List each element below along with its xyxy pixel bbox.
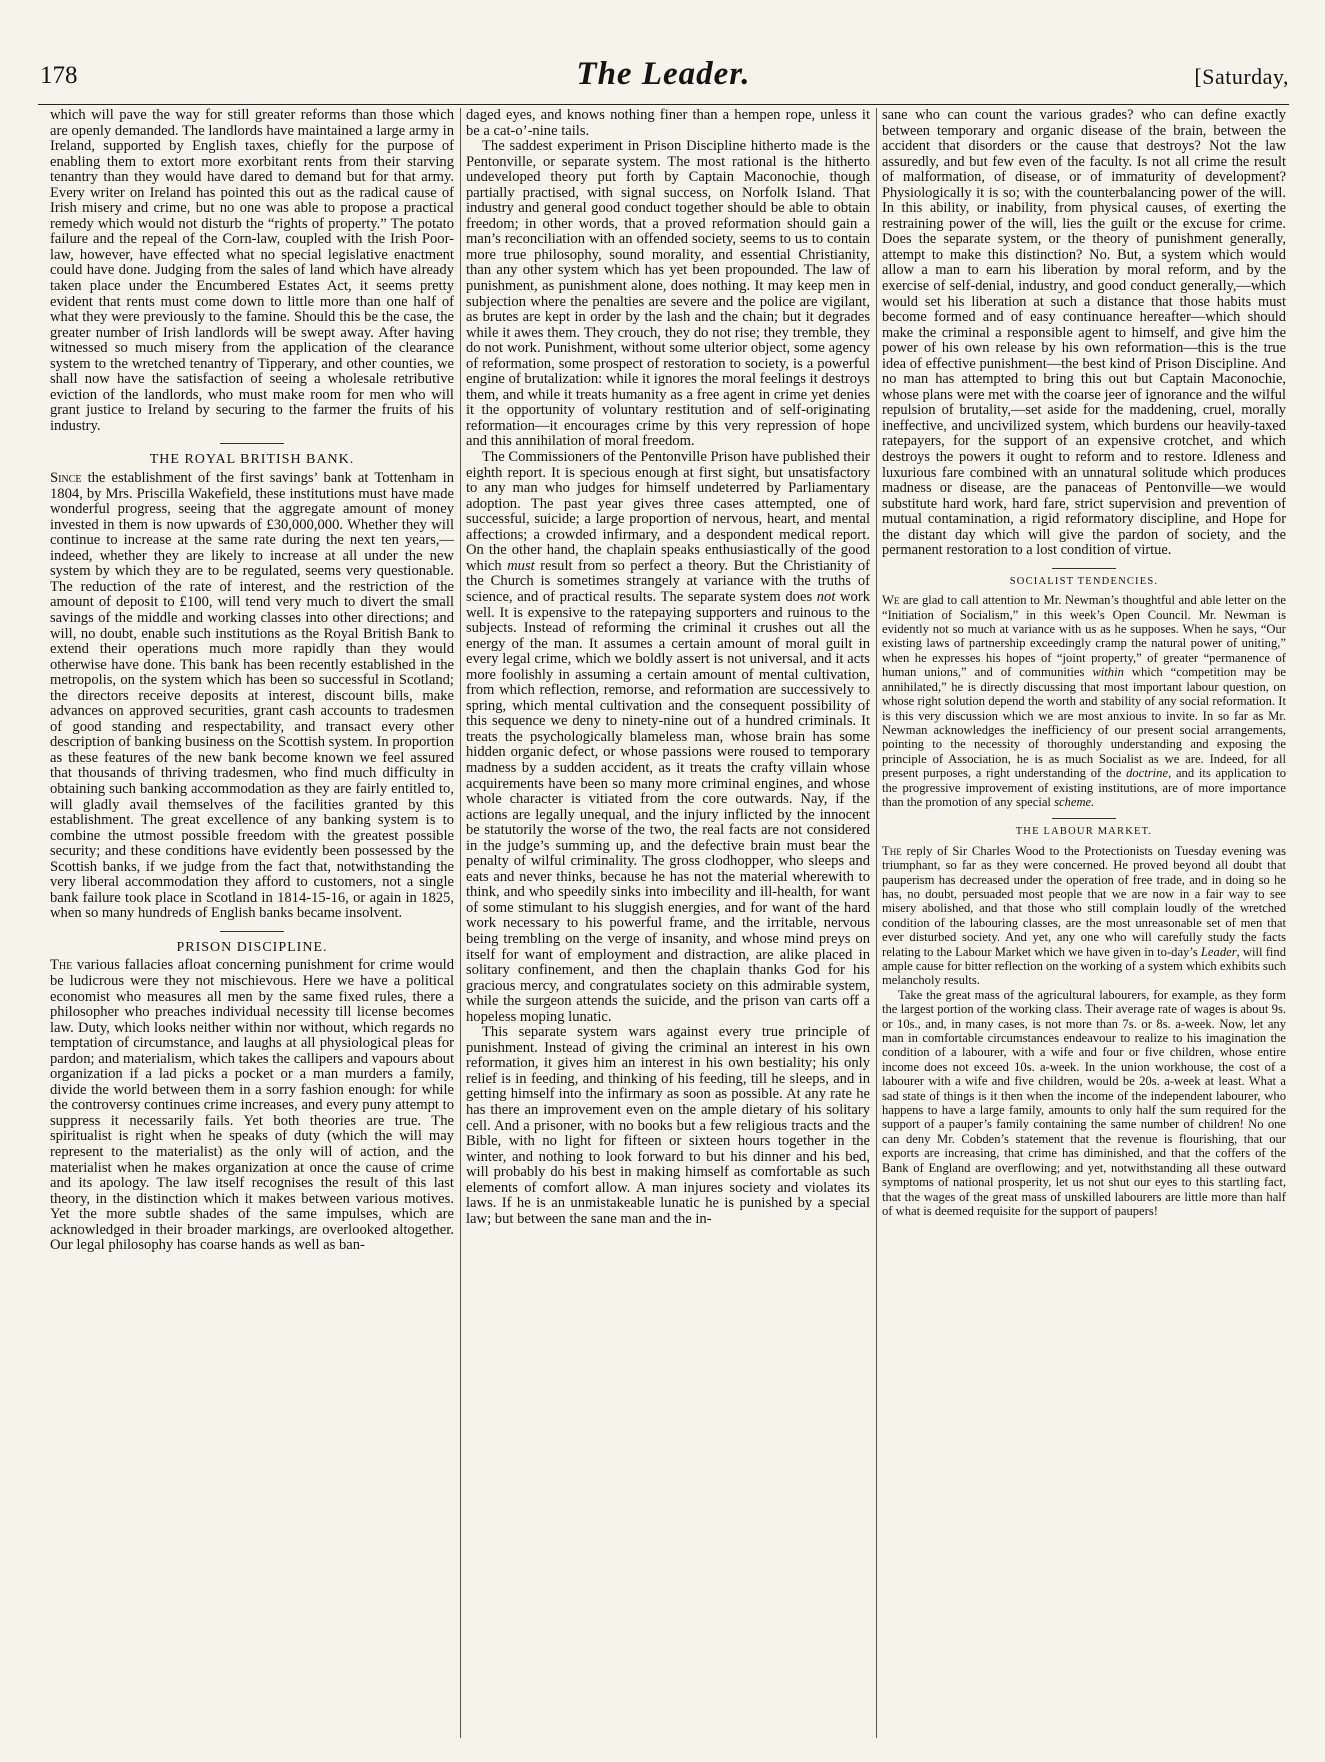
column-rule — [460, 108, 461, 1738]
column-1 — [50, 108, 454, 1738]
column-3 — [882, 108, 1286, 1738]
bank-text: the establishment of the first savings’ bank at Tottenham in 1804, by Mrs. Priscilla Wakefield, these institutions must have made wonderful progress, seeing that the aggregate amount of money invested in them is now upwards of £30,000,000. Whether they will continue to increase at the same rate during the next ten years,—indeed, whether they are likely to increase at all under the new system by which they are to be regulated, seems very questionable. The reduction of the rate of interest, and the restriction of the amount of deposit to £100, will tend very much to divert the small savings of the middle and working classes into other directions; and will, no doubt, enable such institutions as the Royal British Bank to extend their operations much more rapidly than they would otherwise have done. This bank has been recently established in the metropolis, on the system which has been so successful in Scotland; the directors receive deposits at interest, discount bills, make advances on approved securities, grant cash accounts to tradesmen of good standing and respectability, and transact every other description of banking business on the Scottish system. In proportion as these features of the new bank become known we feel assured that thousands of thriving tradesmen, who find much difficulty in obtaining such banking accommodation as they are fairly entitled to, will gladly avail themselves of the facilities granted by this establishment. The great excellence of any banking system is to combine the utmost possible freedom with the greatest possible security; and these conditions have evidently been possessed by the Scottish banks, if we judge from the fact that, notwithstanding the very liberal accommodation they afford to customers, not a single bank failure took place in Scotland in 1814-15-16, or again in 1825, when so many hundreds of English banks became insolvent. — [50, 470, 454, 922]
lead-word: We — [882, 593, 900, 608]
page-number: 178 — [40, 62, 78, 89]
divider — [1052, 568, 1116, 569]
heading-socialist-tendencies: SOCIALIST TENDENCIES. — [1009, 575, 1159, 587]
text-run: work well. It is expensive to the ratepaying supporters and ruinous to the subjects. Instead of reforming the criminal it crushes out all the energy of the man. It assumes a certain amount of moral guilt in every legal crime, which we boldly assert is not universal, and it acts more foolishly in assuming a certain amount of mental cultivation, from which reflection, remorse, and reformation are successively to spring, which mental cultivation and the consequent possibility of this sequence we deny to ninety-nine out of a hundred criminals. It treats the psychologically blameless man, whose brain has some hidden organic defect, or whose passions were roused to temporary madness by a sudden accident, as it treats the crafty villain whose acquirements have been so many more criminal engines, and whose whole character is vitiated from the core outwards. Nay, if the actions are legally unequal, and the injury inflicted by the innocent be statutorily the worse of the two, the real facts are not considered in the judge’s summing up, and the defective brain must bear the penalty of wilful criminality. The gross clodhopper, who sleeps and eats and never thinks, because he has not the material wherewith to think, and who speedily sinks into imbecility and ill-health, for want of some stimulant to his sluggish energies, and for want of the hard work necessary to his powerful frame, and the irritable, nervous being trembling on the verge of insanity, and whose mind preys on itself for want of employment and distraction, are alike placed in solitary confinement, and then the chaplain thanks God for his gracious mercy, and congratulates society on this admirable system, while the surgeon attends the suicide, and the prison van carts off a hopeless moping lunatic. — [466, 588, 870, 1025]
page-header — [38, 56, 1289, 105]
section-socialist-tendencies — [882, 575, 1286, 810]
paragraph-saddest-experiment: The saddest experiment in Prison Discipline hitherto made is the Pentonville, or separate system. The most rational is the hitherto undeveloped theory put forth by Captain Maconochie, though partially practised, with signal success, on Norfolk Island. That industry and general good conduct together should be able to obtain freedom; in other words, that a proved reformation should gain a man’s reconciliation with an offended society, seems to us to contain more true philosophy, sound morality, and essential Christianity, than any other system which has yet been propounded. The law of punishment, as punishment alone, does nothing. It may keep men in subjection where the penalties are severe and the police are vigilant, as brutes are kept in order by the lash and the chain; but it degrades while it awes them. They crouch, they do not rise; they tremble, they do not work. Punishment, without some ulterior object, some agency of reformation, some prospect of restoration to society, is a powerful engine of brutalization: while it ignores the moral feelings it destroys them, and while it treats humanity as a free agent in crime yet denies it the opportunity of voluntary restitution and of self-originating reformation—it encourages crime by this very repression of hope and this annihilation of moral freedom. — [466, 138, 870, 450]
lead-word: The — [50, 957, 73, 974]
emphasis: not — [816, 588, 836, 605]
heading-prison-discipline: PRISON DISCIPLINE. — [176, 939, 328, 955]
text-run: which “competition may be annihilated,” he is directly discussing that most important labour question, on whose right solution depend the worth and stability of any social reformation. It is this very discussion which we are most anxious to invite. In so far as Mr. Newman acknowledges the inefficiency of our present social arrangements, pointing to the necessity of thoroughly understanding and exposing the principle of Association, he is as much Socialist as we are. Indeed, for all present purposes, a right understanding of the — [882, 665, 1286, 781]
paragraph-labour-wages: Take the great mass of the agricultural labourers, for example, as they form the largest portion of the working class. Their average rate of wages is about 9s. or 10s., and, in many cases, is not more than 7s. or 8s. a-week. Now, let any man in comfortable circumstances endeavour to realize to his imagination the condition of a labourer, with a wife and four or five children, whose entire income does not exceed 10s. a-week. In the union workhouse, the cost of a labourer with a wife and five children, would be 20s. a-week at least. What a sad state of things is it then when the income of the independent labourer, who happens to have a large family, amounts to only half the sum required for the support of a pauper’s family containing the same number of children! No one can deny Mr. Cobden’s statement that the revenue is flourishing, that our exports are increasing, that crime has diminished, and that the coffers of the Bank of England are overflowing; and yet, notwithstanding all these outward symptoms of national prosperity, let us not shut our eyes to this startling fact, that the wages of the great mass of unskilled labourers are little more than half of what is deemed requisite for the support of paupers! — [882, 987, 1286, 1218]
column-rule — [876, 108, 877, 1738]
text-run: , and its application to the progressive improvement of existing institutions, are of more importance than the promotion of any special — [882, 766, 1286, 809]
text-run: are glad to call attention to Mr. Newman’s thoughtful and able letter on the “Initiation of Socialism,” in this week’s Open Council. Mr. Newman is evidently not so much at variance with us as he supposes. When he says, “Our existing laws of partnership exceedingly cramp the natural power of uniting,” when he expresses his hopes of “joint property,” of greater “permanence of human unions,” and of communities — [882, 593, 1286, 680]
heading-royal-british-bank: THE ROYAL BRITISH BANK. — [149, 452, 355, 468]
divider — [220, 443, 284, 444]
emphasis: scheme. — [1054, 794, 1095, 809]
divider — [1052, 818, 1116, 819]
emphasis: Leader — [1200, 944, 1237, 959]
emphasis: within — [1092, 665, 1124, 680]
paragraph-labour — [882, 844, 1286, 988]
paragraph-continuation: daged eyes, and knows nothing finer than a hempen rope, unless it be a cat-o’-nine tails. — [466, 108, 870, 139]
masthead: The Leader. — [576, 56, 751, 92]
header-day: [Saturday, — [1194, 64, 1289, 89]
paragraph-bank — [50, 471, 454, 922]
prison-text: various fallacies afloat concerning punishment for crime would be ludicrous were they not mischievous. Here we have a political economist who measures all men by the same fixed rules, there a philosopher who preaches individual necessity till license becomes law. Duty, which looks neither within nor without, which regards no temptation of circumstance, and laughs at all physiological pleas for pardon; and materialism, which takes the callipers and vapours about organization if a lad picks a pocket or a man murders a family, divide the world between them in a sorry fashion enough: for while the controversy continues crime increases, and every puny attempt to suppress it necessarily fails. Yet both theories are true. The spiritualist is right when he speaks of duty (which the will may represent to the materialist) as the only will of action, and the materialist when he makes organization at once the cause of crime and its apology. The law itself recognises the result of this last theory, in the distinction which it makes between various motives. Yet the more subtle shades of the same impulses, which are acknowledged in their broader markings, are overlooked altogether. Our legal philosophy has coarse hands as well as ban- — [50, 957, 454, 1254]
lead-word: Since — [50, 470, 82, 487]
divider — [220, 931, 284, 932]
section-labour-market — [882, 825, 1286, 1218]
text-run: The Commissioners of the Pentonville Prison have published their eighth report. It is specious enough at first sight, but unsatisfactory to any man who judges for himself undeterred by Parliamentary adoption. The past year gives three cases attempted, one of successful, suicide; a large proportion of nervous, heart, and mental affections; a crowded infirmary, and a despondent medical report. On the other hand, the chaplain speaks enthusiastically of the good which — [466, 449, 870, 574]
paragraph-socialist — [882, 593, 1286, 809]
text-run: , will find ample cause for bitter reflection on the working of a system which exhibits such melancholy results. — [882, 944, 1286, 988]
emphasis: must — [507, 557, 535, 574]
heading-labour-market: THE LABOUR MARKET. — [1015, 826, 1153, 838]
paragraph-separate-system: This separate system wars against every true principle of punishment. Instead of giving the criminal an interest in his own reformation, it gives him an interest in his own bestiality; his only relief is in feeding, and thinking of his feeding, till he sleeps, and in getting himself into the infirmary as soon as possible. At any rate he has there an improvement even on the ample dietary of his solitary cell. And a prisoner, with no books but a few religious tracts and the Bible, with no light for fifteen or sixteen hours together in the winter, and nothing to look forward to but his dinner and his bed, will probably do his best in making himself as comfortable as such elements of comfort allow. A man injures society and violates its laws. If he is an unmistakeable lunatic he is punished by a special law; but between the sane man and the in- — [466, 1024, 870, 1227]
column-2 — [466, 108, 870, 1738]
lead-word: The — [882, 843, 902, 858]
text-run: reply of Sir Charles Wood to the Protectionists on Tuesday evening was triumphant, so far as they were concerned. He proved beyond all doubt that pauperism has decreased under the operation of free trade, and in doing so he has, no doubt, persuaded most people that we are now in a fair way to see misery abolished, and that those who still complain loudly of the wretched condition of the labouring classes, are the most unreasonable set of men that ever disturbed society. And yet, any one who will carefully study the facts relating to the Labour Market which we have given in to-day’s — [882, 843, 1286, 959]
paragraph-sane: sane who can count the various grades? who can define exactly between temporary and organic disease of the brain, between the accident that disorders or the cause that destroys? Not the law assuredly, and but few even of the faculty. Is not all crime the result of malformation, of disease, or of immaturity of development? Physiologically it is so; with the counterbalancing power of the will. In this ability, or inability, from physical causes, of exerting the restraining power of the will, lies the guilt or the excuse for crime. Does the separate system, or the theory of punishment generally, attempt to make this distinction? No. But, a system which would allow a man to earn his liberation by moral reform, and by the exercise of self-denial, industry, and good conduct generally,—which would set his liberation at such a distance that those habits must become formed and of easy continuance hereafter—which should make the criminal a responsible agent to himself, and give him the power of his own release by his own reformation—this is the true idea of effective punishment—the best kind of Prison Discipline. And no man has attempted to bring this out but Captain Maconochie, whose plans were met with the coarse jeer of ignorance and the wilful repulsion of brutality,—set aside for the maddening, cruel, morally ineffective, and uncivilized system, which burdens our heavily-taxed ratepayers, for the support of an expensive crotchet, and which destroys the powers it ought to reform and to restore. Idleness and luxurious fare combined with an unnatural solitude which produces madness or disease, are the panaceas of Pentonville—we would substitute hard work, hard fare, strict supervision and prevention of mutual contamination, a rigid reformatory discipline, and Hope for the distant day which will give the pardon of society, and the permanent restoration to a lost condition of virtue. — [882, 108, 1286, 559]
text-run: result from so perfect a theory. But the Christianity of the Church is sometimes strangely at variance with the truths of science, and of practical results. The separate system does — [466, 557, 870, 605]
paragraph-prison — [50, 958, 454, 1253]
emphasis: doctrine — [1126, 766, 1169, 781]
paragraph-reforms: which will pave the way for still greater reforms than those which are openly demanded. The landlords have maintained a large army in Ireland, supported by English taxes, chiefly for the purpose of enabling them to extort more exorbitant rents from their starving tenantry than they would have dared to demand but for that army. Every writer on Ireland has pointed this out as the radical cause of Irish misery and crime, but no one was able to propose a practical remedy which would not disturb the “rights of property.” The potato failure and the repeal of the Corn-law, coupled with the Irish Poor-law, however, have effected what no special legislative enactment could have done. Judging from the sales of land which have already taken place under the Encumbered Estates Act, it seems pretty evident that rents must come down to little more than one half of what they were previously to the famine. Should this be the case, the greater number of Irish landlords will be swept away. After having witnessed so much misery from the application of the clearance system to the wretched tenantry of Tipperary, and other counties, we shall now have the satisfaction of seeing a wholesale retributive eviction of the landlords, who must make room for men who will grant justice to Ireland by securing to the farmer the fruits of his industry. — [50, 108, 454, 434]
paragraph-commissioners — [466, 450, 870, 1025]
